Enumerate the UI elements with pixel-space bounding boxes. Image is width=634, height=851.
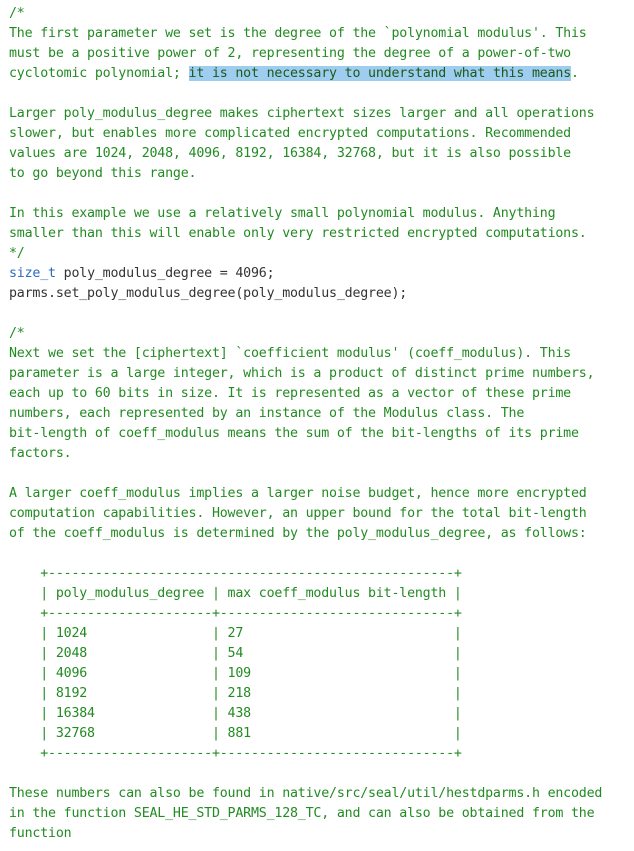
code-line[interactable]: function [9, 826, 72, 841]
code-line[interactable]: to go beyond this range. [9, 166, 197, 181]
code-line[interactable]: computation capabilities. However, an upper bound for the total bit-length [9, 506, 587, 521]
text-selection[interactable]: it is not necessary to understand what this means [188, 66, 571, 81]
code-line[interactable] [0, 464, 634, 484]
code-line[interactable] [0, 264, 634, 284]
code-line[interactable]: parameter is a large integer, which is a product of distinct prime numbers, [9, 366, 595, 381]
code-line[interactable]: +----------------------------------------------------+ [9, 566, 462, 581]
code-line[interactable] [0, 84, 634, 104]
code-text: poly_modulus_degree = 4096; [55, 266, 275, 281]
code-line[interactable]: | 16384 | 438 | [9, 706, 462, 721]
code-line[interactable]: The first parameter we set is the degree of the `polynomial modulus'. This [9, 26, 587, 41]
code-line[interactable]: */ [9, 246, 25, 261]
code-line[interactable] [0, 64, 634, 84]
code-line[interactable]: In this example we use a relatively small polynomial modulus. Anything [9, 206, 556, 221]
code-line[interactable]: of the coeff_modulus is determined by the poly_modulus_degree, as follows: [9, 526, 587, 541]
code-line[interactable]: | 4096 | 109 | [9, 666, 462, 681]
code-line[interactable]: values are 1024, 2048, 4096, 8192, 16384, 32768, but it is also possible [9, 146, 571, 161]
code-line[interactable]: | 2048 | 54 | [9, 646, 462, 661]
code-line[interactable] [0, 544, 634, 564]
code-line[interactable]: must be a positive power of 2, representing the degree of a power-of-two [9, 46, 571, 61]
code-line[interactable]: each up to 60 bits in size. It is represented as a vector of these prime [9, 386, 571, 401]
type-keyword: size_t [9, 266, 56, 281]
code-line[interactable]: | 32768 | 881 | [9, 726, 462, 741]
code-line[interactable]: Next we set the [ciphertext] `coefficient modulus' (coeff_modulus). This [9, 346, 571, 361]
code-line[interactable]: bit-length of coeff_modulus means the sum of the bit-lengths of its prime [9, 426, 579, 441]
code-line[interactable]: numbers, each represented by an instance of the Modulus class. The [9, 406, 525, 421]
code-line[interactable]: +---------------------+------------------------------+ [9, 746, 462, 761]
code-line[interactable] [0, 184, 634, 204]
comment-text: cyclotomic polynomial; [9, 66, 189, 81]
code-line[interactable]: | poly_modulus_degree | max coeff_modulus bit-length | [9, 586, 462, 601]
code-line[interactable]: | 8192 | 218 | [9, 686, 462, 701]
code-line[interactable]: Larger poly_modulus_degree makes ciphertext sizes larger and all operations [9, 106, 595, 121]
code-line[interactable]: factors. [9, 446, 72, 461]
comment-text: . [571, 66, 579, 81]
code-line[interactable]: slower, but enables more complicated encrypted computations. Recommended [9, 126, 571, 141]
code-line[interactable]: in the function SEAL_HE_STD_PARMS_128_TC, and can also be obtained from the [9, 806, 595, 821]
code-line[interactable]: A larger coeff_modulus implies a larger noise budget, hence more encrypted [9, 486, 587, 501]
code-line[interactable]: smaller than this will enable only very restricted encrypted computations. [9, 226, 587, 241]
code-line[interactable] [0, 304, 634, 324]
code-line[interactable]: /* [9, 326, 25, 341]
code-line[interactable]: parms.set_poly_modulus_degree(poly_modulus_degree); [9, 286, 408, 301]
code-line[interactable] [0, 764, 634, 784]
code-line[interactable]: /* [9, 6, 25, 21]
code-line[interactable]: +---------------------+------------------------------+ [9, 606, 462, 621]
code-line[interactable]: These numbers can also be found in native/src/seal/util/hestdparms.h encoded [9, 786, 603, 801]
code-line[interactable]: | 1024 | 27 | [9, 626, 462, 641]
